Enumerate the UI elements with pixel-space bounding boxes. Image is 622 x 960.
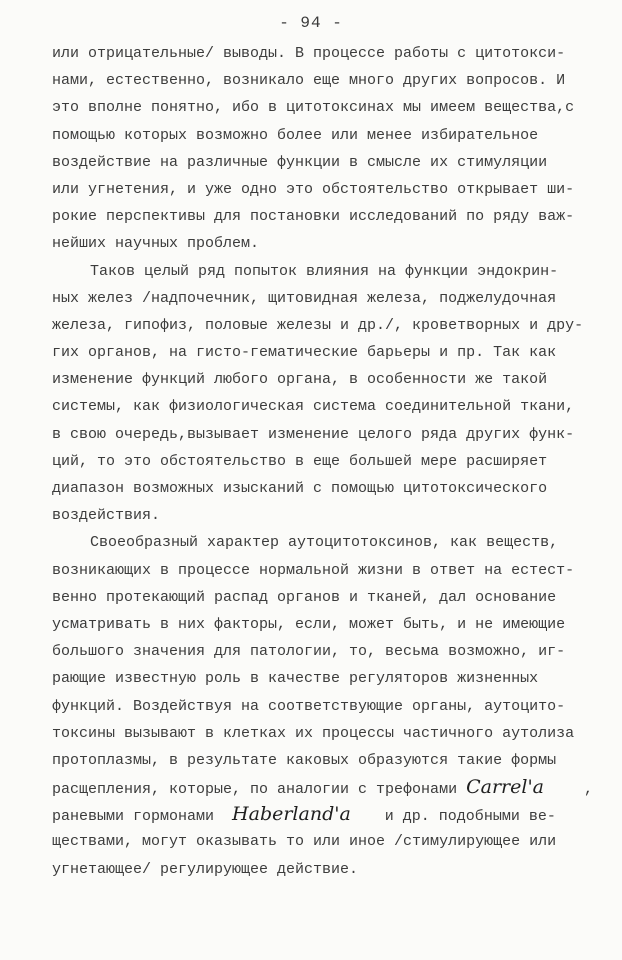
text-line: или отрицательные/ выводы. В процессе работы с цитотокси- — [52, 45, 566, 62]
text-line: угнетающее/ регулирующее действие. — [52, 860, 359, 878]
text-line-with-handwriting — [52, 774, 594, 801]
text-line: Своеобразный характер аутоцитотоксинов, как веществ, — [90, 534, 559, 552]
text-line: рающие известную роль в качестве регуляторов жизненных — [52, 670, 539, 688]
text-line: нейших научных проблем. — [52, 235, 260, 253]
page-number: - 94 - — [279, 14, 343, 32]
text-segment: раневыми гормонами — [52, 808, 215, 826]
text-segment: и др. подобными ве- — [384, 808, 556, 826]
typed-text-body — [52, 40, 594, 883]
handwritten-name: Haberland'a — [232, 803, 351, 826]
text-line: железа, гипофиз, половые железы и др./, кроветворных и дру- — [52, 316, 584, 334]
text-line: ществами, могут оказывать то или иное /стимулирующее или — [52, 833, 557, 851]
paragraph-3-start — [52, 529, 582, 556]
text-line: нами, естественно, возникало еще много других вопросов. И — [52, 72, 566, 90]
text-segment: , — [584, 781, 594, 799]
text-line: диапазон возможных изысканий с помощью цитотоксического — [52, 480, 548, 497]
text-line: усматривать в них факторы, если, может быть, и не имеющие — [52, 615, 566, 633]
text-line: протоплазмы, в результате каковых образуются такие формы — [52, 751, 557, 769]
text-line-with-handwriting — [52, 801, 582, 828]
text-line: помощью которых возможно более или менее избирательное — [52, 126, 539, 144]
text-line: ций, то это обстоятельство в еще большей мере расширяет — [52, 452, 548, 470]
paragraph-2-start — [52, 258, 582, 285]
text-line: функций. Воздействуя на соответствующие органы, аутоцито- — [52, 697, 566, 715]
text-line: венно протекающий распад органов и тканей, дал основание — [52, 588, 557, 606]
text-line: рокие перспективы для постановки исследований по ряду важ- — [52, 208, 575, 226]
text-line: возникающих в процессе нормальной жизни в ответ на естест- — [52, 561, 575, 579]
text-line: или угнетения, и уже одно это обстоятельство открывает ши- — [52, 180, 575, 198]
text-segment: расщепления, которые, по аналогии с трефонами — [52, 781, 458, 799]
text-line: воздействие на различные функции в смысле их стимуляции — [52, 153, 548, 171]
text-line: изменение функций любого органа, в особенности же такой — [52, 371, 548, 389]
text-line: воздействия. — [52, 507, 161, 525]
text-line: гих органов, на гисто-гематические барьеры и пр. Так как — [52, 344, 557, 362]
text-line: в свою очередь,вызывает изменение целого ряда других функ- — [52, 425, 575, 443]
text-line: большого значения для патологии, то, весьма возможно, иг- — [52, 643, 566, 661]
handwritten-name: Carrel'a — [466, 776, 544, 799]
text-line: Таков целый ряд попыток влияния на функции эндокрин- — [90, 262, 559, 280]
text-line: системы, как физиологическая система соединительной ткани, — [52, 398, 575, 416]
text-line: это вполне понятно, ибо в цитотоксинах мы имеем вещества,с — [52, 99, 575, 117]
text-line: токсины вызывают в клетках их процессы частичного аутолиза — [52, 724, 575, 742]
text-line: ных желез /надпочечник, щитовидная железа, поджелудочная — [52, 289, 557, 307]
